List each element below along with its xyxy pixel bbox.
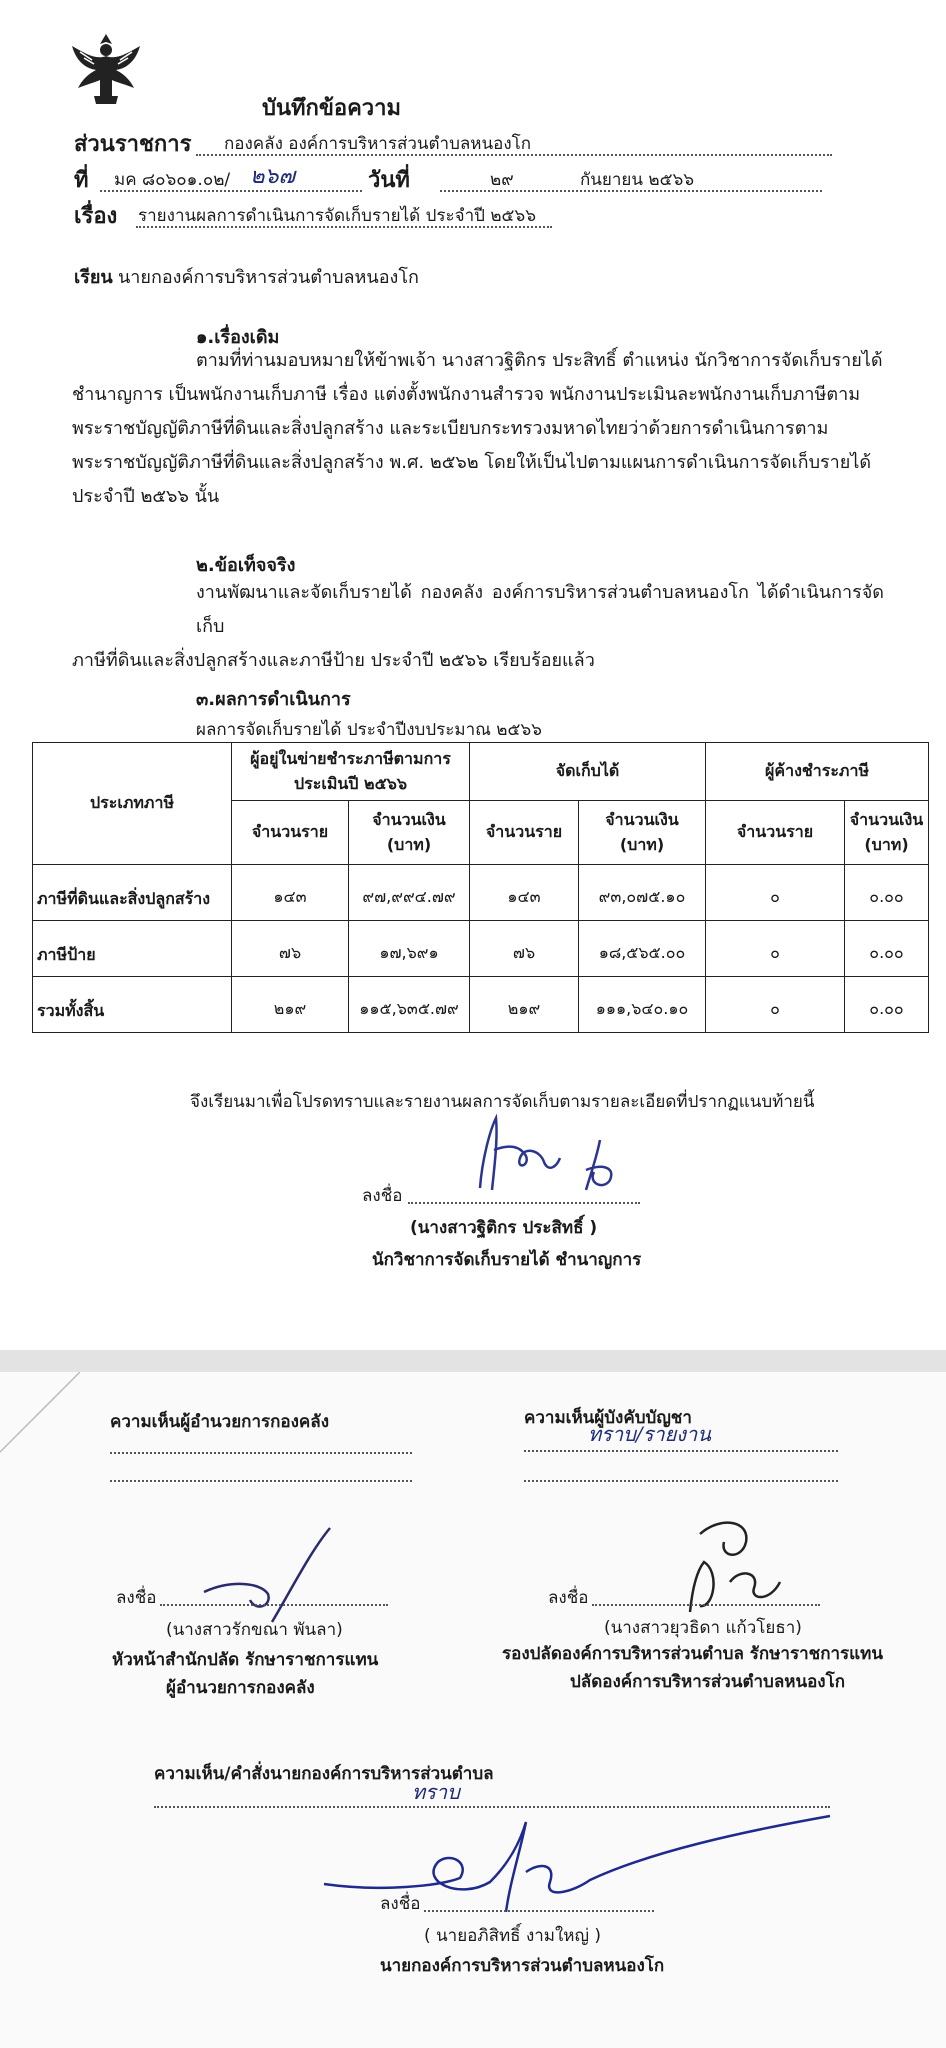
- closing-text: จึงเรียนมาเพื่อโปรดทราบและรายงานผลการจัดเก็บตามรายละเอียดที่ปรากฏแนบท้ายนี้: [190, 1092, 815, 1112]
- finance-sign-line: [160, 1584, 388, 1606]
- section1-body: [72, 344, 884, 514]
- row-o-count: ๐: [706, 865, 845, 921]
- accounts-sign-line: [592, 1584, 820, 1606]
- section3-heading: ๓.ผลการดำเนินการ: [196, 689, 351, 710]
- row-c-amount: ๙๓,๐๗๕.๑๐: [579, 865, 706, 921]
- mayor-position: นายกองค์การบริหารส่วนตำบลหนองโก: [380, 1956, 665, 1976]
- dept-value: กองคลัง องค์การบริหารส่วนตำบลหนองโก: [224, 134, 532, 154]
- accounts-opinion-line-2: [524, 1468, 838, 1482]
- section1-line: ตามที่ท่านมอบหมายให้ข้าพเจ้า นางสาวฐิติกร ประสิทธิ์ ตำแหน่ง นักวิชาการจัดเก็บรายได้: [196, 350, 883, 371]
- date-day: ๒๙: [490, 170, 514, 190]
- table-header-row: [33, 743, 929, 801]
- accounts-position-2: ปลัดองค์การบริหารส่วนตำบลหนองโก: [570, 1672, 846, 1692]
- section2-body: [72, 576, 884, 678]
- th-assessed: ผู้อยู่ในข่ายชำระภาษีตามการประเมินปี ๒๕๖๖: [232, 743, 470, 801]
- to-value: นายกองค์การบริหารส่วนตำบลหนองโก: [118, 267, 419, 288]
- to-label: เรียน: [74, 267, 113, 288]
- row-o-count: ๐: [706, 977, 845, 1033]
- section1-line: พระราชบัญญัติภาษีที่ดินและสิ่งปลูกสร้าง พ.ศ. ๒๕๖๒ โดยให้เป็นไปตามแผนการดำเนินการจัดเก็บรายได้: [72, 452, 872, 473]
- row-name: ภาษีที่ดินและสิ่งปลูกสร้าง: [33, 865, 232, 921]
- accounts-opinion-heading: ความเห็นผู้บังคับบัญชา: [524, 1408, 692, 1428]
- th-type: ประเภทภาษี: [33, 743, 232, 865]
- mayor-sign-line: [424, 1890, 654, 1912]
- th-o-amount: จำนวนเงิน (บาท): [845, 801, 929, 865]
- accounts-position-1: รองปลัดองค์การบริหารส่วนตำบล รักษาราชการแทน: [502, 1644, 883, 1664]
- table-row: [33, 865, 929, 921]
- no-line: [100, 164, 362, 192]
- tax-result-table: [32, 742, 929, 1033]
- memo-title: บันทึกข้อความ: [262, 96, 402, 121]
- paper-fold-icon: [0, 1372, 80, 1462]
- finance-opinion-line-2: [110, 1468, 412, 1482]
- finance-position-1: หัวหน้าสำนักปลัด รักษาราชการแทน: [112, 1650, 379, 1670]
- subject-label: เรื่อง: [74, 204, 118, 229]
- row-c-count: ๗๖: [470, 921, 579, 977]
- section1-heading: ๑.เรื่องเดิม: [196, 327, 280, 348]
- section3-subheading: ผลการจัดเก็บรายได้ ประจำปีงบประมาณ ๒๕๖๖: [196, 720, 542, 740]
- dept-label: ส่วนราชการ: [74, 132, 192, 157]
- row-a-amount: ๑๑๕,๖๓๕.๗๙: [349, 977, 470, 1033]
- finance-name: (นางสาวรักขณา พันลา): [166, 1620, 343, 1640]
- row-o-count: ๐: [706, 921, 845, 977]
- no-label: ที่: [74, 168, 89, 193]
- accounts-sign-label: ลงชื่อ: [548, 1588, 589, 1608]
- memo-page-2: [0, 1372, 946, 2048]
- row-name: รวมทั้งสิ้น: [33, 977, 232, 1033]
- mayor-opinion-heading: ความเห็น/คำสั่งนายกองค์การบริหารส่วนตำบล: [154, 1764, 494, 1784]
- row-c-count: ๒๑๙: [470, 977, 579, 1033]
- th-o-count: จำนวนราย: [706, 801, 845, 865]
- section1-line: พระราชบัญญัติภาษีที่ดินและสิ่งปลูกสร้าง และระเบียบกระทรวงมหาดไทยว่าด้วยการดำเนินการตาม: [72, 418, 829, 439]
- th-collected: จัดเก็บได้: [470, 743, 706, 801]
- dept-line: [196, 132, 832, 156]
- row-a-count: ๒๑๙: [232, 977, 349, 1033]
- row-a-amount: ๙๗,๙๙๔.๗๙: [349, 865, 470, 921]
- th-c-count: จำนวนราย: [470, 801, 579, 865]
- th-a-amount: จำนวนเงิน (บาท): [349, 801, 470, 865]
- section2-line: ภาษีที่ดินและสิ่งปลูกสร้างและภาษีป้าย ประจำปี ๒๕๖๖ เรียบร้อยแล้ว: [72, 650, 595, 671]
- finance-opinion-heading: ความเห็นผู้อำนวยการกองคลัง: [110, 1412, 330, 1432]
- section1-line: ชำนาญการ เป็นพนักงานเก็บภาษี เรื่อง แต่งตั้งพนักงานสำรวจ พนักงานประเมินละพนักงานเก็บภาษีตาม: [72, 384, 861, 405]
- signer1-name: (นางสาวฐิติกร ประสิทธิ์ ): [410, 1218, 598, 1238]
- table-row: [33, 921, 929, 977]
- date-line: [440, 168, 822, 192]
- section2-heading: ๒.ข้อเท็จจริง: [196, 555, 296, 576]
- mayor-sign-label: ลงชื่อ: [380, 1894, 421, 1914]
- section2-line: งานพัฒนาและจัดเก็บรายได้ กองคลัง องค์การบริหารส่วนตำบลหนองโก ได้ดำเนินการจัดเก็บ: [196, 582, 884, 637]
- no-value: มค ๘๐๖๐๑.๐๒/: [114, 170, 231, 190]
- finance-sign-label: ลงชื่อ: [116, 1588, 157, 1608]
- th-outstanding: ผู้ค้างชำระภาษี: [706, 743, 929, 801]
- page-divider: [0, 1350, 946, 1372]
- table-row: [33, 977, 929, 1033]
- row-o-amount: ๐.๐๐: [845, 977, 929, 1033]
- finance-opinion-line-1: [110, 1440, 412, 1454]
- mayor-name: ( นายอภิสิทธิ์ งามใหญ่ ): [424, 1926, 602, 1946]
- row-o-amount: ๐.๐๐: [845, 865, 929, 921]
- row-o-amount: ๐.๐๐: [845, 921, 929, 977]
- signer1-position: นักวิชาการจัดเก็บรายได้ ชำนาญการ: [372, 1250, 642, 1270]
- row-a-count: ๗๖: [232, 921, 349, 977]
- row-c-count: ๑๔๓: [470, 865, 579, 921]
- row-a-amount: ๑๗,๖๙๑: [349, 921, 470, 977]
- th-a-count: จำนวนราย: [232, 801, 349, 865]
- accounts-handwritten-note: ทราบ/รายงาน: [588, 1422, 711, 1446]
- row-name: ภาษีป้าย: [33, 921, 232, 977]
- no-handwritten: ๒๖๗: [250, 164, 296, 189]
- garuda-emblem-icon: [66, 30, 146, 110]
- sign-label: ลงชื่อ: [362, 1186, 403, 1206]
- subject-line: [136, 204, 552, 228]
- date-month-year: กันยายน ๒๕๖๖: [580, 170, 695, 190]
- subject-value: รายงานผลการดำเนินการจัดเก็บรายได้ ประจำปี ๒๕๖๖: [138, 206, 536, 226]
- finance-position-2: ผู้อำนวยการกองคลัง: [166, 1678, 315, 1698]
- row-c-amount: ๑๑๑,๖๔๐.๑๐: [579, 977, 706, 1033]
- th-c-amount: จำนวนเงิน (บาท): [579, 801, 706, 865]
- row-a-count: ๑๔๓: [232, 865, 349, 921]
- row-c-amount: ๑๘,๕๖๕.๐๐: [579, 921, 706, 977]
- mayor-handwritten-note: ทราบ: [412, 1780, 460, 1804]
- accounts-name: (นางสาวยุวธิดา แก้วโยธา): [604, 1618, 802, 1638]
- section1-line: ประจำปี ๒๕๖๖ นั้น: [72, 486, 220, 507]
- signature-1-icon: [460, 1110, 640, 1200]
- date-label: วันที่: [368, 168, 410, 193]
